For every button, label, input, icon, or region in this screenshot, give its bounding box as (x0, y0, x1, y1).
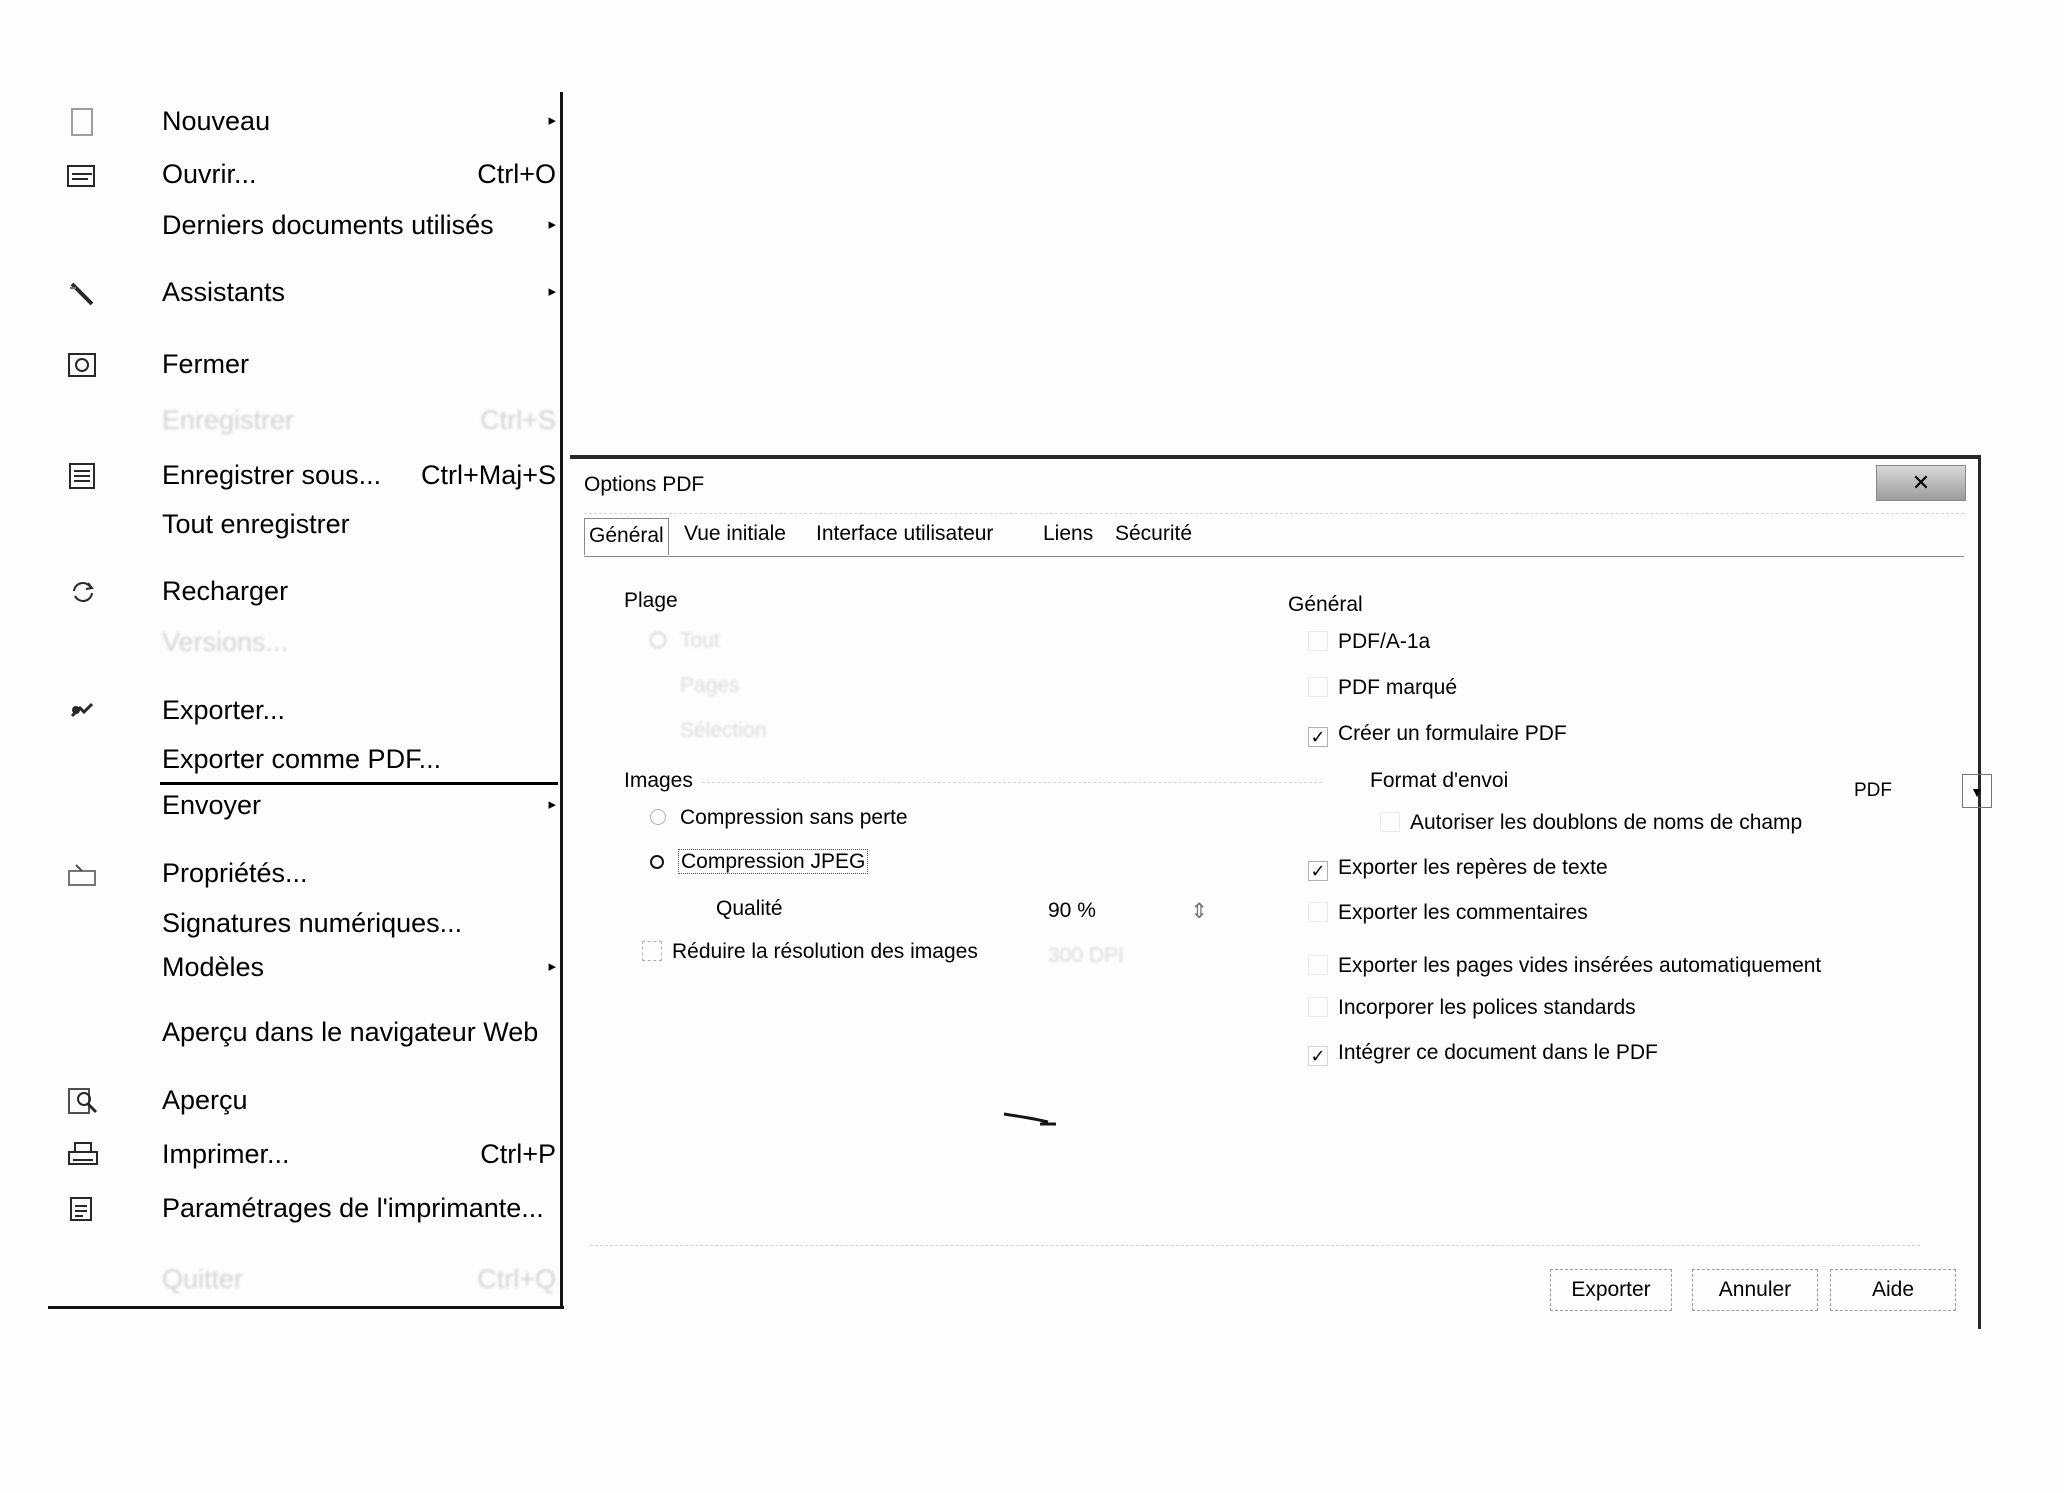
menu-item-ouvrir[interactable]: Ouvrir... Ctrl+O (66, 150, 556, 198)
export-comments-checkbox[interactable]: Exporter les commentaires (1308, 901, 1588, 925)
chevron-down-icon: ▼ (1962, 774, 1992, 808)
export-button[interactable]: Exporter (1550, 1269, 1672, 1311)
general-header: Général (1288, 593, 1363, 616)
buttons-separator (590, 1245, 1920, 1246)
menu-item-signatures[interactable]: Signatures numériques... (162, 908, 463, 938)
preview-icon (66, 1086, 100, 1116)
pdf-options-dialog (570, 455, 1984, 1329)
submenu-arrow-icon: ▸ (548, 216, 556, 233)
menu-item-exporter-pdf[interactable]: Exporter comme PDF... (162, 744, 442, 774)
allow-duplicates-checkbox[interactable]: Autoriser les doublons de noms de champ (1380, 811, 1802, 835)
tab-general[interactable]: Général (584, 518, 669, 555)
open-folder-icon (66, 160, 100, 190)
menu-item-nouveau[interactable]: Nouveau ▸ (66, 97, 556, 145)
submenu-arrow-icon: ▸ (548, 283, 556, 300)
close-icon: ✕ (1911, 470, 1931, 495)
reduce-resolution-checkbox[interactable]: Réduire la résolution des images (642, 940, 978, 964)
cursor-scribble (1000, 1106, 1070, 1130)
menu-item-versions[interactable]: Versions... (162, 627, 289, 657)
menu-item-imprimer[interactable]: Imprimer... Ctrl+P (66, 1130, 556, 1178)
export-bookmarks-checkbox[interactable]: ✓ Exporter les repères de texte (1308, 856, 1608, 881)
pdfa-checkbox[interactable]: PDF/A-1a (1308, 630, 1430, 654)
embed-document-checkbox[interactable]: ✓ Intégrer ce document dans le PDF (1308, 1041, 1658, 1066)
properties-icon (66, 859, 100, 889)
tagged-pdf-checkbox[interactable]: PDF marqué (1308, 676, 1457, 700)
menu-item-quitter[interactable]: Quitter Ctrl+Q (162, 1264, 556, 1294)
printer-settings-icon (66, 1194, 100, 1224)
tab-vue-initiale[interactable]: Vue initiale (684, 522, 786, 545)
range-selection-radio[interactable]: Sélection (680, 719, 767, 742)
check-icon: ✓ (1308, 727, 1328, 747)
menu-item-apercu[interactable]: Aperçu (66, 1076, 556, 1124)
images-header: Images (624, 769, 693, 792)
menu-item-apercu-navigateur[interactable]: Aperçu dans le navigateur Web (162, 1017, 539, 1047)
tab-bar (584, 516, 1964, 557)
range-header: Plage (624, 589, 678, 612)
menu-item-proprietes[interactable]: Propriétés... (66, 849, 556, 897)
submit-format-select[interactable]: PDF ▼ (1842, 774, 1992, 808)
check-icon: ✓ (1308, 1046, 1328, 1066)
lossless-radio[interactable]: Compression sans perte (650, 806, 908, 830)
quality-spinbox[interactable]: 90 % ⇕ (1048, 899, 1208, 923)
dialog-divider (584, 513, 1964, 514)
menu-item-modeles[interactable]: Modèles ▸ (66, 943, 556, 991)
submenu-arrow-icon: ▸ (548, 796, 556, 813)
printer-icon (66, 1140, 100, 1170)
tab-interface-utilisateur[interactable]: Interface utilisateur (816, 522, 994, 545)
reload-icon (66, 577, 100, 607)
menu-item-envoyer[interactable]: Envoyer ▸ (66, 781, 556, 829)
tab-securite[interactable]: Sécurité (1115, 522, 1193, 545)
menu-item-recharger[interactable]: Recharger (66, 567, 556, 615)
dialog-title: Options PDF (584, 473, 705, 496)
tab-liens[interactable]: Liens (1043, 522, 1094, 545)
menu-item-fermer[interactable]: Fermer (66, 340, 556, 388)
check-icon: ✓ (1308, 861, 1328, 881)
range-all-radio[interactable]: Tout (650, 629, 720, 653)
save-as-icon (66, 461, 100, 491)
menu-item-enregistrer[interactable]: Enregistrer Ctrl+S (162, 405, 556, 435)
range-pages-radio[interactable]: Pages (680, 674, 740, 697)
submenu-arrow-icon: ▸ (548, 112, 556, 129)
menu-item-tout-enregistrer[interactable]: Tout enregistrer (162, 509, 350, 539)
cancel-button[interactable]: Annuler (1692, 1269, 1818, 1311)
menu-bottom-border (48, 1306, 564, 1309)
resolution-combo[interactable]: 300 DPI (1048, 944, 1124, 967)
menu-item-derniers-documents[interactable]: Derniers documents utilisés ▸ (66, 201, 556, 249)
help-button[interactable]: Aide (1830, 1269, 1956, 1311)
export-empty-pages-checkbox[interactable]: Exporter les pages vides insérées automatiquement (1308, 954, 1821, 978)
jpeg-radio[interactable]: Compression JPEG (650, 850, 868, 874)
images-separator (702, 782, 1322, 783)
menu-item-assistants[interactable]: Assistants ▸ (66, 268, 556, 316)
quality-label: Qualité (716, 897, 783, 920)
menu-item-enregistrer-sous[interactable]: Enregistrer sous... Ctrl+Maj+S (66, 451, 556, 499)
create-form-checkbox[interactable]: ✓ Créer un formulaire PDF (1308, 722, 1567, 747)
submenu-arrow-icon: ▸ (548, 958, 556, 975)
menu-item-exporter[interactable]: Exporter... (66, 686, 556, 734)
close-button[interactable] (1876, 465, 1966, 501)
wizard-wand-icon (66, 278, 100, 308)
submit-format-label: Format d'envoi (1370, 769, 1509, 792)
menu-item-parametrages-imprimante[interactable]: Paramétrages de l'imprimante... (66, 1184, 556, 1232)
new-document-icon (66, 107, 100, 137)
export-icon (66, 696, 100, 726)
close-document-icon (66, 350, 100, 380)
embed-fonts-checkbox[interactable]: Incorporer les polices standards (1308, 996, 1636, 1020)
